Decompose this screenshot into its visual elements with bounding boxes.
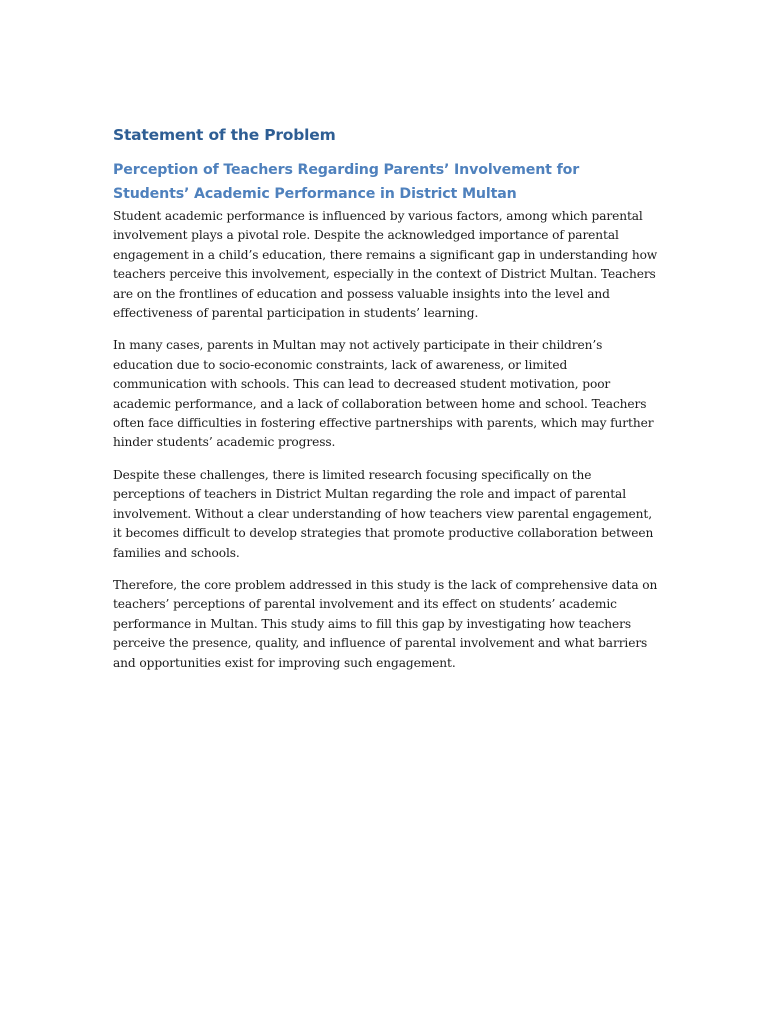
body-paragraph-1: Student academic performance is influenced by various factors, among which parental involvement plays a pivotal role. Despite the acknowledged importance of parental engagement in a child’s education, there remains a significant gap in understanding how teachers perceive this involvement, especially in the context of District Multan. Teachers are on the frontlines of education and possess valuable insights into the level and effectiveness of parental participation in students’ learning. (113, 209, 658, 321)
document-content (113, 124, 658, 686)
body-paragraph-3: Despite these challenges, there is limited research focusing specifically on the perceptions of teachers in District Multan regarding the role and impact of parental involvement. Without a clear understanding of how teachers view parental engagement, it becomes difficult to develop strategies that promote productive collaboration between families and schools. (113, 467, 654, 560)
body-paragraph-4: Therefore, the core problem addressed in this study is the lack of comprehensive data on teachers’ perceptions of parental involvement and its effect on students’ academic performance in Multan. This study aims to fill this gap by investigating how teachers perceive the presence, quality, and influence of parental involvement and what barriers and opportunities exist for improving such engagement. (113, 577, 658, 670)
body-paragraph-2: In many cases, parents in Multan may not actively participate in their children’s education due to socio-economic constraints, lack of awareness, or limited communication with schools. This can lead to decreased student motivation, poor academic performance, and a lack of collaboration between home and school. Teachers often face difficulties in fostering effective partnerships with parents, which may further hinder students’ academic progress. (113, 338, 654, 450)
section-heading: Statement of the Problem (113, 126, 336, 144)
section-subheading: Perception of Teachers Regarding Parents’ Involvement for Students’ Academic Performance in District Multan (113, 162, 580, 202)
